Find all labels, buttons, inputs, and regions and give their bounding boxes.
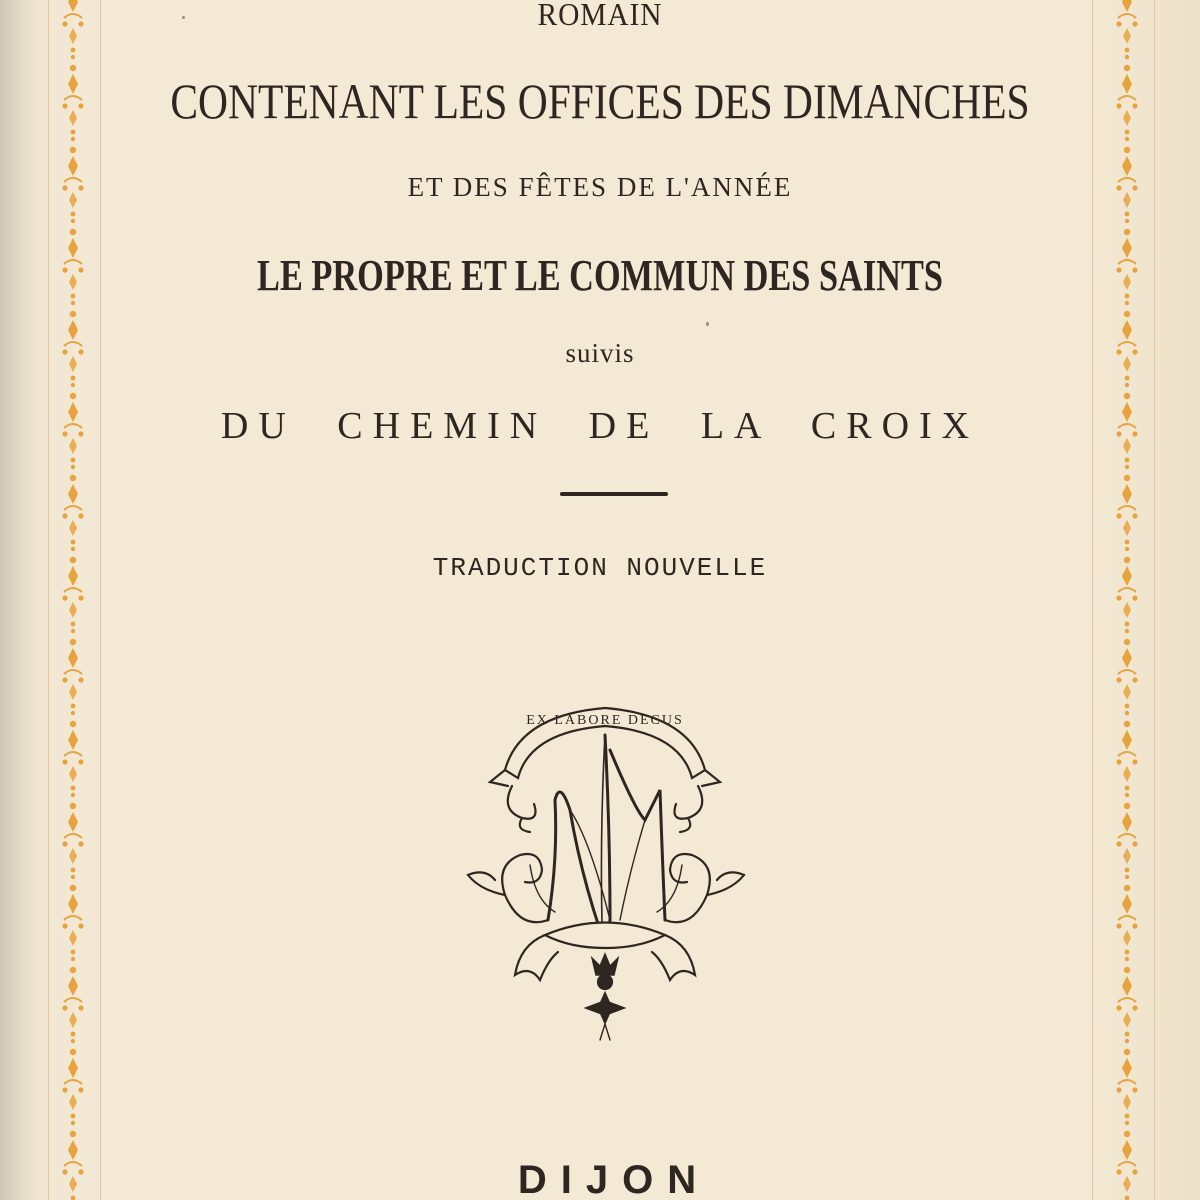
ornament-unit [1116, 1049, 1137, 1125]
ornament-unit [62, 475, 83, 551]
publisher-monogram-emblem [460, 690, 750, 1050]
ornament-unit [62, 803, 83, 879]
title-line-traduction: TRADUCTION NOUVELLE [432, 553, 768, 583]
title-line-suivis: suivis [565, 338, 635, 368]
paper-speck [182, 16, 185, 19]
title-line-propre: LE PROPRE ET LE COMMUN DES SAINTS [257, 251, 943, 300]
title-line-fetes: ET DES FÊTES DE L'ANNÉE [407, 172, 793, 202]
emblem-motto: EX LABORE DECUS [526, 713, 684, 728]
ornament-unit [1116, 475, 1137, 551]
separator-rule [560, 492, 668, 496]
ornament-unit [62, 885, 83, 961]
ornament-unit [62, 229, 83, 305]
imprint-place: DIJON [517, 1158, 711, 1200]
ornament-unit [1116, 967, 1137, 1043]
ornament-unit [1116, 803, 1137, 879]
title-line-chemin: DU CHEMIN DE LA CROIX [220, 405, 980, 447]
ornament-unit [62, 721, 83, 797]
ornament-unit [1116, 65, 1137, 141]
ornament-unit [1116, 229, 1137, 305]
ornament-unit [62, 1049, 83, 1125]
ornament-unit [62, 65, 83, 141]
ornament-unit [62, 967, 83, 1043]
title-line-romain: ROMAIN [537, 0, 663, 32]
ornament-unit [1116, 885, 1137, 961]
ornament-unit [1116, 639, 1137, 715]
paper-speck [706, 322, 709, 326]
ornament-unit [1116, 721, 1137, 797]
title-line-contenant: CONTENANT LES OFFICES DES DIMANCHES [170, 73, 1030, 129]
ornament-unit [62, 639, 83, 715]
